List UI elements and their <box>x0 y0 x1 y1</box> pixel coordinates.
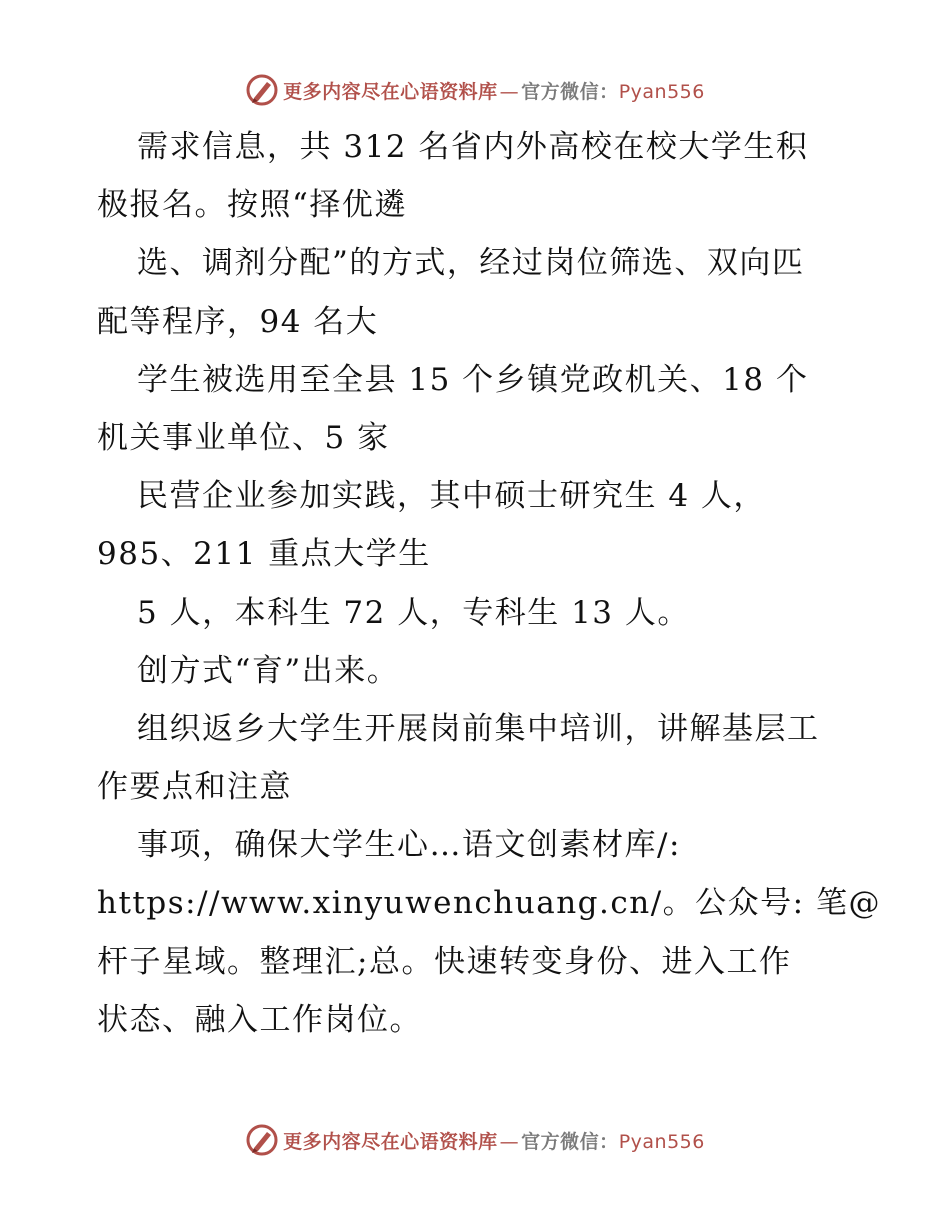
text-line: 985、211 重点大学生 <box>97 536 431 573</box>
banner-subtitle: 官方微信： <box>521 1130 619 1153</box>
text-line: 创方式“育”出来。 <box>137 652 400 689</box>
banner-separator: — <box>499 80 520 103</box>
text-line: 状态、融入工作岗位。 <box>97 1001 422 1038</box>
banner-separator: — <box>499 1130 520 1153</box>
text-line: 事项，确保大学生心…语文创素材库/: <box>137 827 681 864</box>
banner-wechat-id: Pyan556 <box>618 1130 705 1153</box>
text-line: 极报名。按照“择优遴 <box>97 187 407 224</box>
document-body <box>97 118 881 1049</box>
text-line: 学生被选用至全县 15 个乡镇党政机关、18 个 <box>137 361 809 398</box>
text-line: 选、调剂分配”的方式，经过岗位筛选、双向匹 <box>137 245 805 282</box>
text-line: 杆子星域。整理汇;总。快速转变身份、进入工作 <box>97 943 792 980</box>
text-line: 民营企业参加实践，其中硕士研究生 4 人， <box>137 478 766 515</box>
pen-logo-icon <box>245 73 279 107</box>
text-line: 配等程序，94 名大 <box>97 303 379 340</box>
header-banner <box>0 70 950 110</box>
text-line: 需求信息，共 312 名省内外高校在校大学生积 <box>137 129 809 165</box>
url-text-line: https://www.xinyuwenchuang.cn/。公众号: 笔@ <box>97 885 881 922</box>
text-line: 组织返乡大学生开展岗前集中培训，讲解基层工 <box>137 710 820 747</box>
text-line: 5 人，本科生 72 人，专科生 13 人。 <box>137 594 690 631</box>
banner-wechat-id: Pyan556 <box>618 80 705 103</box>
text-line: 作要点和注意 <box>97 769 292 806</box>
banner-title: 更多内容尽在心语资料库 <box>283 1130 498 1153</box>
text-line: 机关事业单位、5 家 <box>97 419 390 456</box>
banner-subtitle: 官方微信： <box>521 80 619 103</box>
footer-banner <box>0 1120 950 1160</box>
banner-title: 更多内容尽在心语资料库 <box>283 80 498 103</box>
pen-logo-icon <box>245 1123 279 1157</box>
